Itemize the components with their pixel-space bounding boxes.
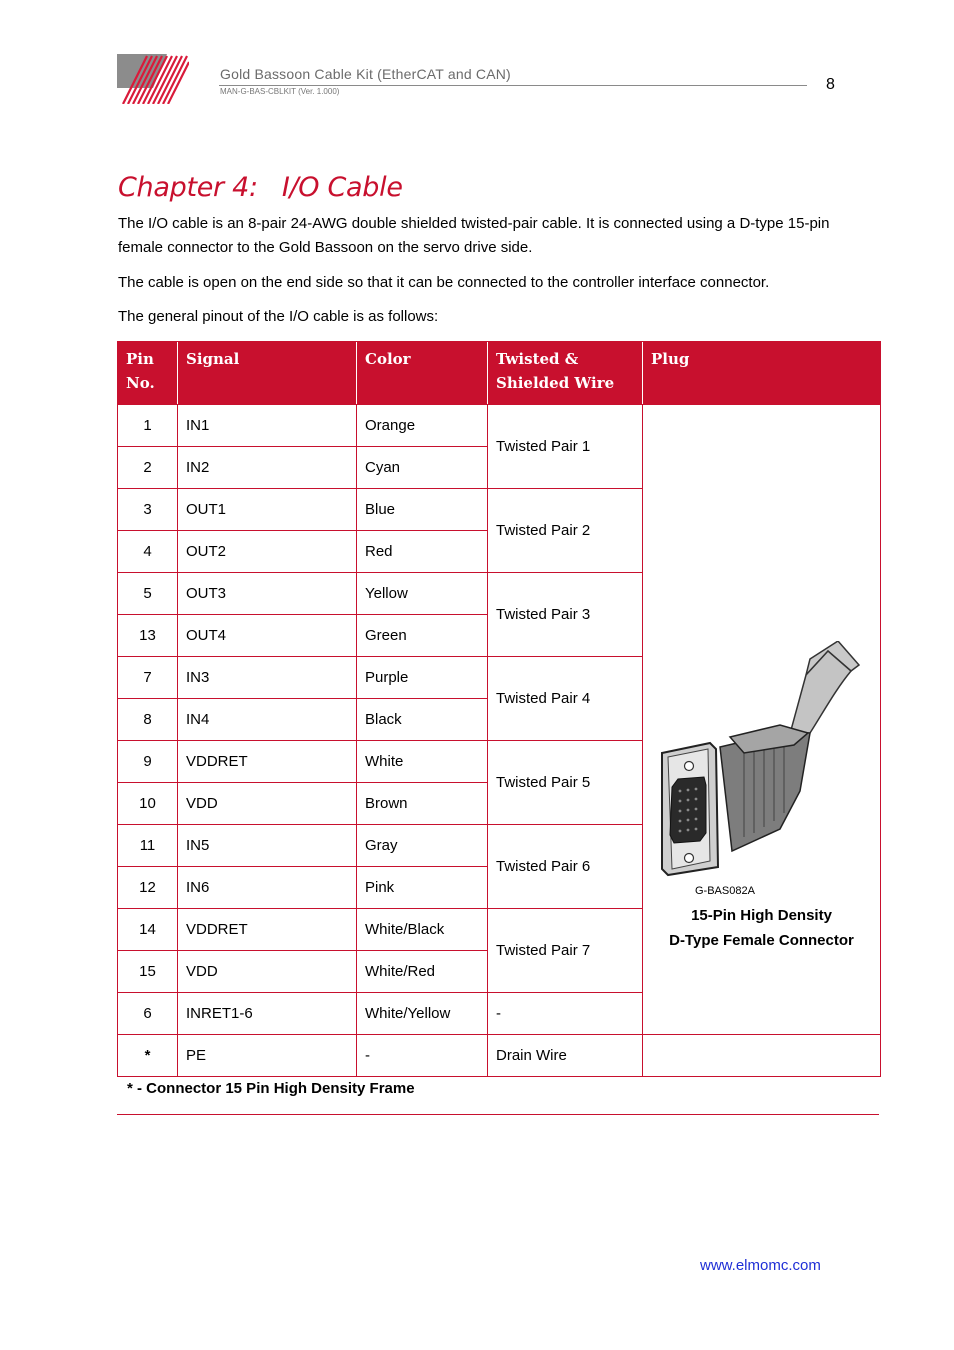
color-cell: Green	[357, 615, 488, 657]
signal-cell: IN2	[178, 447, 357, 489]
header-color: Color	[357, 342, 488, 405]
pin-cell: 6	[118, 993, 178, 1035]
header-pin: Pin No.	[118, 342, 178, 405]
pin-cell: 8	[118, 699, 178, 741]
signal-cell: OUT3	[178, 573, 357, 615]
pin-cell: 1	[118, 405, 178, 447]
chapter-name: I/O Cable	[281, 172, 403, 203]
chapter-label: Chapter 4:	[118, 172, 258, 203]
header-signal: Signal	[178, 342, 357, 405]
twisted-pair-cell: Twisted Pair 1	[488, 405, 643, 489]
color-cell: White/Red	[357, 951, 488, 993]
signal-cell: IN1	[178, 405, 357, 447]
table-row	[118, 1035, 881, 1077]
signal-cell: OUT4	[178, 615, 357, 657]
signal-cell: IN4	[178, 699, 357, 741]
pin-cell: 5	[118, 573, 178, 615]
header-plug: Plug	[643, 342, 881, 405]
signal-cell: OUT2	[178, 531, 357, 573]
pin-cell: 4	[118, 531, 178, 573]
signal-cell: IN3	[178, 657, 357, 699]
website-link[interactable]: www.elmomc.com	[700, 1257, 821, 1274]
color-cell: Red	[357, 531, 488, 573]
figure-id: G-BAS082A	[695, 885, 755, 897]
signal-cell: VDDRET	[178, 909, 357, 951]
signal-cell: VDD	[178, 951, 357, 993]
pin-cell: 15	[118, 951, 178, 993]
signal-cell: VDDRET	[178, 741, 357, 783]
d-sub-15-connector-icon	[660, 641, 864, 879]
color-cell: White/Yellow	[357, 993, 488, 1035]
twisted-pair-cell: Twisted Pair 4	[488, 657, 643, 741]
pin-cell: 2	[118, 447, 178, 489]
page-number: 8	[826, 76, 835, 93]
open-end-paragraph: The cable is open on the end side so that it can be connected to the controller interface connector.	[118, 274, 770, 291]
color-cell: White/Black	[357, 909, 488, 951]
plug-empty-cell	[643, 1035, 881, 1077]
table-header-row	[118, 342, 881, 405]
signal-cell: INRET1-6	[178, 993, 357, 1035]
header-twisted: Twisted & Shielded Wire	[488, 342, 643, 405]
color-cell: Blue	[357, 489, 488, 531]
twisted-pair-cell: Drain Wire	[488, 1035, 643, 1077]
header-title: Gold Bassoon Cable Kit (EtherCAT and CAN)	[220, 66, 511, 82]
color-cell: Orange	[357, 405, 488, 447]
pinout-table	[117, 341, 881, 1077]
pin-cell: 7	[118, 657, 178, 699]
pin-cell: 10	[118, 783, 178, 825]
plug-caption-line1: 15-Pin High Density	[691, 907, 832, 924]
pin-cell: *	[118, 1035, 178, 1077]
header-subtitle: MAN-G-BAS-CBLKIT (Ver. 1.000)	[220, 87, 340, 96]
chapter-heading	[118, 172, 403, 203]
twisted-pair-cell: -	[488, 993, 643, 1035]
pin-cell: 12	[118, 867, 178, 909]
signal-cell: VDD	[178, 783, 357, 825]
plug-caption-line2: D-Type Female Connector	[669, 932, 854, 949]
color-cell: Yellow	[357, 573, 488, 615]
color-cell: Cyan	[357, 447, 488, 489]
plug-cell	[643, 405, 881, 1035]
signal-cell: IN5	[178, 825, 357, 867]
intro-paragraph: The I/O cable is an 8-pair 24-AWG double shielded twisted-pair cable. It is connected using a D-type 15-pin female connector to the Gold Bassoon on the servo drive side.	[118, 215, 830, 256]
color-cell: Brown	[357, 783, 488, 825]
color-cell: Gray	[357, 825, 488, 867]
pin-cell: 13	[118, 615, 178, 657]
twisted-pair-cell: Twisted Pair 7	[488, 909, 643, 993]
signal-cell: IN6	[178, 867, 357, 909]
twisted-pair-cell: Twisted Pair 5	[488, 741, 643, 825]
pin-cell: 9	[118, 741, 178, 783]
pin-cell: 3	[118, 489, 178, 531]
header-divider	[219, 85, 807, 86]
pin-cell: 14	[118, 909, 178, 951]
color-cell: Black	[357, 699, 488, 741]
footer-divider	[117, 1114, 879, 1115]
table-row	[118, 405, 881, 447]
elmo-logo-icon	[117, 54, 189, 104]
signal-cell: OUT1	[178, 489, 357, 531]
plug-caption	[651, 903, 872, 953]
color-cell: Purple	[357, 657, 488, 699]
table-footnote: * - Connector 15 Pin High Density Frame	[127, 1080, 415, 1097]
twisted-pair-cell: Twisted Pair 6	[488, 825, 643, 909]
twisted-pair-cell: Twisted Pair 2	[488, 489, 643, 573]
color-cell: -	[357, 1035, 488, 1077]
twisted-pair-cell: Twisted Pair 3	[488, 573, 643, 657]
color-cell: Pink	[357, 867, 488, 909]
color-cell: White	[357, 741, 488, 783]
signal-cell: PE	[178, 1035, 357, 1077]
pinout-intro-paragraph: The general pinout of the I/O cable is as follows:	[118, 308, 439, 325]
pin-cell: 11	[118, 825, 178, 867]
